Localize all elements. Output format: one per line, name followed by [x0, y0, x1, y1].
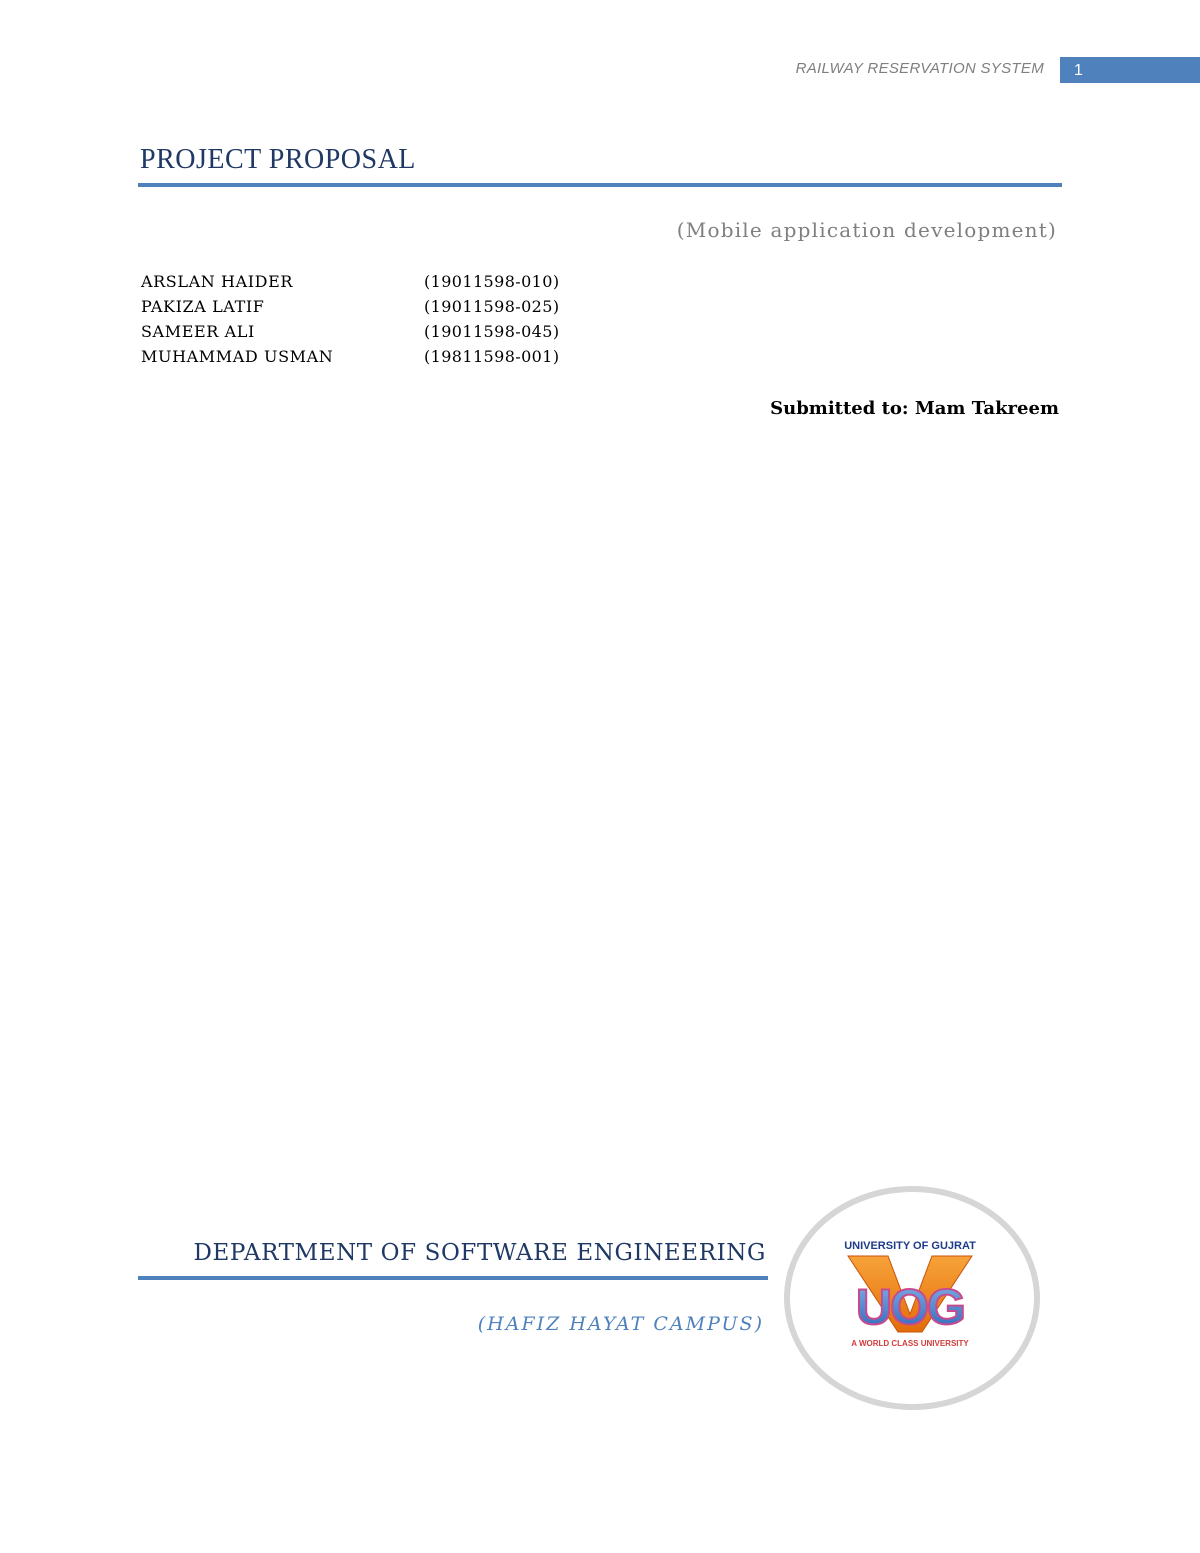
- running-header-title: RAILWAY RESERVATION SYSTEM: [795, 60, 1044, 77]
- campus-name: (HAFIZ HAYAT CAMPUS): [477, 1313, 764, 1335]
- member-list: [141, 272, 641, 372]
- university-logo: [818, 1236, 1002, 1352]
- member-name: PAKIZA LATIF: [141, 297, 265, 316]
- member-id: (19011598-025): [424, 297, 560, 316]
- submitted-to: Submitted to: Mam Takreem: [770, 398, 1059, 419]
- title-divider: [138, 183, 1062, 187]
- logo-top-text: UNIVERSITY OF GUJRAT: [844, 1240, 976, 1252]
- page-number-badge: 1: [1060, 57, 1200, 83]
- member-row: [141, 272, 641, 297]
- document-title: PROJECT PROPOSAL: [140, 144, 416, 175]
- member-id: (19811598-001): [424, 347, 560, 366]
- department-name: DEPARTMENT OF SOFTWARE ENGINEERING: [193, 1240, 766, 1266]
- logo-tagline: A WORLD CLASS UNIVERSITY: [851, 1339, 969, 1348]
- member-id: (19011598-010): [424, 272, 560, 291]
- member-row: [141, 347, 641, 372]
- member-id: (19011598-045): [424, 322, 560, 341]
- member-row: [141, 297, 641, 322]
- logo-letters: UOG: [856, 1279, 964, 1335]
- member-name: MUHAMMAD USMAN: [141, 347, 334, 366]
- member-row: [141, 322, 641, 347]
- department-divider: [138, 1276, 768, 1280]
- member-name: SAMEER ALI: [141, 322, 255, 341]
- document-subtitle: (Mobile application development): [676, 218, 1057, 242]
- member-name: ARSLAN HAIDER: [141, 272, 294, 291]
